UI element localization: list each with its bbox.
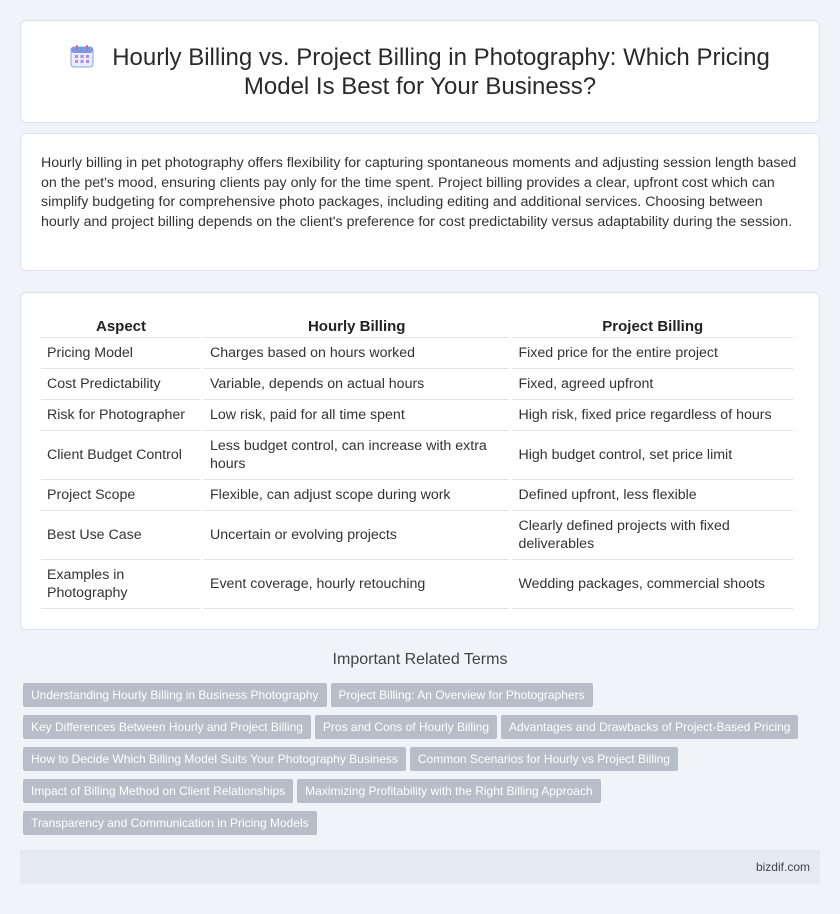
cell-hourly: Event coverage, hourly retouching (204, 560, 509, 609)
cell-hourly: Charges based on hours worked (204, 338, 509, 369)
cell-project: Wedding packages, commercial shoots (512, 560, 793, 609)
header-hourly: Hourly Billing (204, 315, 509, 338)
table-row (41, 431, 793, 480)
related-term-link[interactable]: Common Scenarios for Hourly vs Project Billing (410, 747, 678, 771)
table-row (41, 369, 793, 400)
intro-card (20, 133, 820, 271)
cell-project: Fixed price for the entire project (512, 338, 793, 369)
related-term-link[interactable]: Advantages and Drawbacks of Project-Based Pricing (501, 715, 798, 739)
table-row (41, 560, 793, 609)
related-terms-heading: Important Related Terms (332, 651, 508, 668)
comparison-table (38, 315, 796, 609)
cell-project: Fixed, agreed upfront (512, 369, 793, 400)
calendar-icon (70, 44, 94, 68)
related-term-link[interactable]: Impact of Billing Method on Client Relationships (23, 779, 293, 803)
related-term-link[interactable]: Understanding Hourly Billing in Business Photography (23, 683, 327, 707)
cell-aspect: Risk for Photographer (41, 400, 201, 431)
table-row (41, 480, 793, 511)
cell-aspect: Examples in Photography (41, 560, 201, 609)
table-row (41, 400, 793, 431)
cell-aspect: Pricing Model (41, 338, 201, 369)
related-term-link[interactable]: Transparency and Communication in Pricing Models (23, 811, 317, 835)
table-row (41, 511, 793, 560)
cell-aspect: Project Scope (41, 480, 201, 511)
header-project: Project Billing (512, 315, 793, 338)
related-terms-list (23, 683, 823, 843)
cell-project: Clearly defined projects with fixed deliverables (512, 511, 793, 560)
cell-project: High budget control, set price limit (512, 431, 793, 480)
cell-aspect: Cost Predictability (41, 369, 201, 400)
intro-paragraph: Hourly billing in pet photography offers flexibility for capturing spontaneous moments and adjusting session length based on the pet's mood, ensuring clients pay only for the time spent. Project billing provides a clear, upfront cost which can simplify budgeting for comprehensive photo packages, including editing and additional services. Choosing between hourly and project billing depends on the client's preference for cost predictability versus adaptability during the session. (41, 155, 797, 230)
title-card (20, 20, 820, 123)
related-term-link[interactable]: Key Differences Between Hourly and Project Billing (23, 715, 311, 739)
related-term-link[interactable]: Project Billing: An Overview for Photographers (331, 683, 593, 707)
related-term-link[interactable]: Maximizing Profitability with the Right Billing Approach (297, 779, 600, 803)
cell-aspect: Client Budget Control (41, 431, 201, 480)
table-header-row (41, 315, 793, 338)
page-title-block (61, 43, 779, 101)
cell-hourly: Low risk, paid for all time spent (204, 400, 509, 431)
related-term-link[interactable]: Pros and Cons of Hourly Billing (315, 715, 497, 739)
cell-hourly: Flexible, can adjust scope during work (204, 480, 509, 511)
page-title: Hourly Billing vs. Project Billing in Photography: Which Pricing Model Is Best for Your Business? (112, 44, 770, 100)
footer-brand[interactable]: bizdif.com (755, 860, 810, 874)
footer (20, 850, 820, 884)
cell-project: Defined upfront, less flexible (512, 480, 793, 511)
table-row (41, 338, 793, 369)
comparison-card (20, 292, 820, 630)
cell-hourly: Uncertain or evolving projects (204, 511, 509, 560)
related-term-link[interactable]: How to Decide Which Billing Model Suits Your Photography Business (23, 747, 406, 771)
cell-hourly: Less budget control, can increase with extra hours (204, 431, 509, 480)
cell-project: High risk, fixed price regardless of hours (512, 400, 793, 431)
cell-aspect: Best Use Case (41, 511, 201, 560)
cell-hourly: Variable, depends on actual hours (204, 369, 509, 400)
header-aspect: Aspect (41, 315, 201, 338)
